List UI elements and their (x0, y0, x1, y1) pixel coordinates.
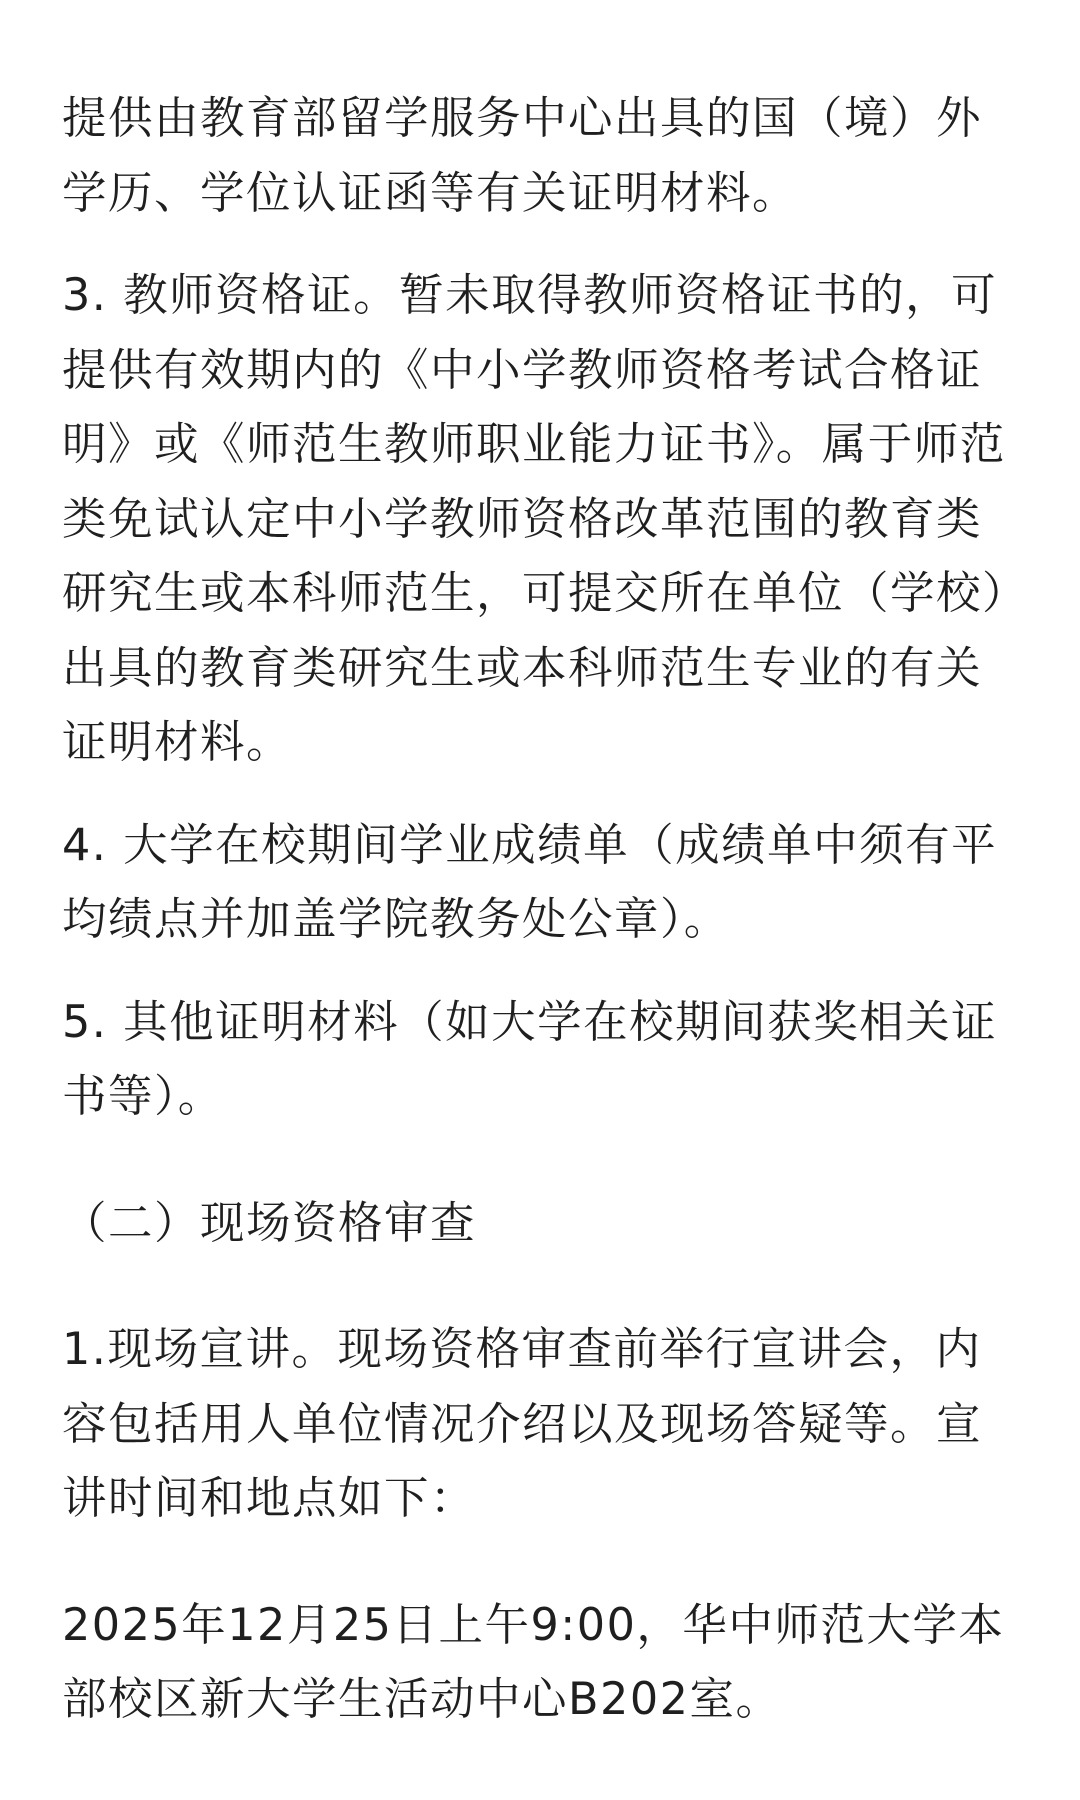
article-body (62, 82, 1027, 1738)
paragraph-degree-certification: 提供由教育部留学服务中心出具的国（境）外学历、学位认证函等有关证明材料。 (62, 93, 983, 219)
section-heading-onsite-review: （二）现场资格审查 (62, 1197, 477, 1249)
paragraph-time-location: 2025年12月25日上午9:00，华中师范大学本部校区新大学生活动中心B202室。 (62, 1599, 1005, 1725)
paragraph-onsite-presentation: 1.现场宣讲。现场资格审查前举行宣讲会，内容包括用人单位情况介绍以及现场答疑等。宣讲时间和地点如下： (62, 1324, 983, 1524)
paragraph-transcript: 4. 大学在校期间学业成绩单（成绩单中须有平均绩点并加盖学院教务处公章）。 (62, 819, 998, 945)
paragraph-other-materials: 5. 其他证明材料（如大学在校期间获奖相关证书等）。 (62, 996, 998, 1122)
paragraph-teacher-certificate: 3. 教师资格证。暂未取得教师资格证书的，可提供有效期内的《中小学教师资格考试合格证明》或《师范生教师职业能力证书》。属于师范类免试认定中小学教师资格改革范围的教育类研究生或本科师范生，可提交所在单位（学校）出具的教育类研究生或本科师范生专业的有关证明材料。 (62, 270, 1006, 768)
